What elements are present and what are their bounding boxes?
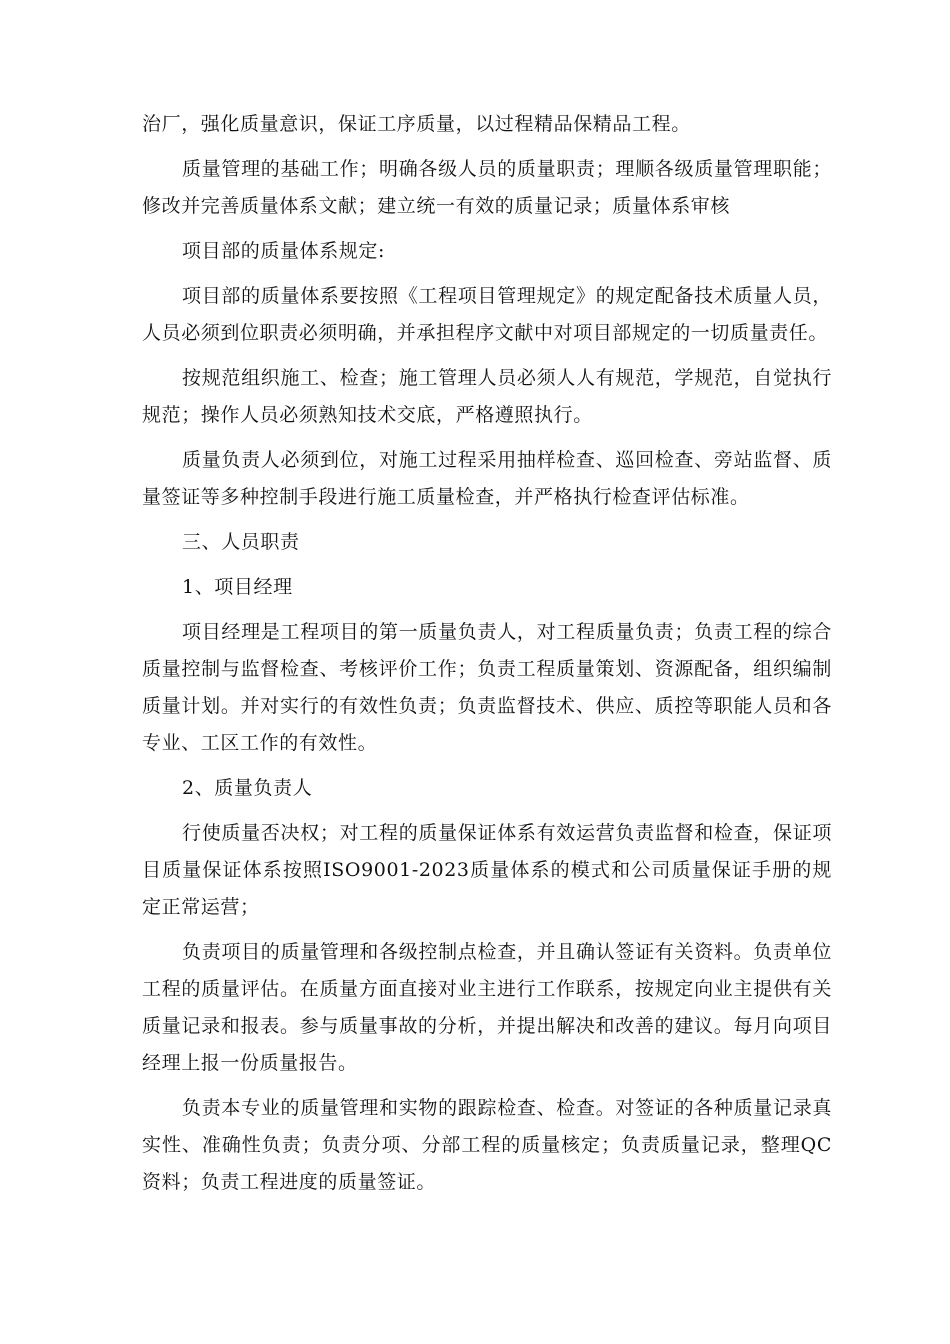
paragraph: 按规范组织施工、检查；施工管理人员必须人人有规范，学规范，自觉执行规范；操作人员必须熟知技术交底，严格遵照执行。 [142,367,832,426]
paragraph: 行使质量否决权；对工程的质量保证体系有效运营负责监督和检查，保证项目质量保证体系按照ISO9001-2023质量体系的模式和公司质量保证手册的规定正常运营； [142,822,832,918]
paragraph: 项目部的质量体系要按照《工程项目管理规定》的规定配备技术质量人员，人员必须到位职责必须明确，并承担程序文献中对项目部规定的一切质量责任。 [142,285,832,344]
section-heading: 三、人员职责 [182,531,300,553]
paragraph: 质量管理的基础工作；明确各级人员的质量职责；理顺各级质量管理职能；修改并完善质量体系文献；建立统一有效的质量记录；质量体系审核 [142,158,832,217]
paragraph: 质量负责人必须到位，对施工过程采用抽样检查、巡回检查、旁站监督、质量签证等多种控制手段进行施工质量检查，并严格执行检查评估标准。 [142,449,832,508]
subsection-heading: 2、质量负责人 [182,777,313,799]
paragraph: 项目部的质量体系规定: [182,240,386,262]
document-body [142,106,832,1209]
paragraph: 项目经理是工程项目的第一质量负责人，对工程质量负责；负责工程的综合质量控制与监督检查、考核评价工作；负责工程质量策划、资源配备，组织编制质量计划。并对实行的有效性负责；负责监督技术、供应、质控等职能人员和各专业、工区工作的有效性。 [142,621,832,754]
paragraph: 负责本专业的质量管理和实物的跟踪检查、检查。对签证的各种质量记录真实性、准确性负责；负责分项、分部工程的质量核定；负责质量记录，整理QC资料；负责工程进度的质量签证。 [142,1097,832,1193]
subsection-heading: 1、项目经理 [182,576,293,598]
paragraph: 负责项目的质量管理和各级控制点检查，并且确认签证有关资料。负责单位工程的质量评估。在质量方面直接对业主进行工作联系，按规定向业主提供有关质量记录和报表。参与质量事故的分析，并提出解决和改善的建议。每月向项目经理上报一份质量报告。 [142,941,832,1074]
paragraph: 治厂，强化质量意识，保证工序质量，以过程精品保精品工程。 [142,113,691,135]
